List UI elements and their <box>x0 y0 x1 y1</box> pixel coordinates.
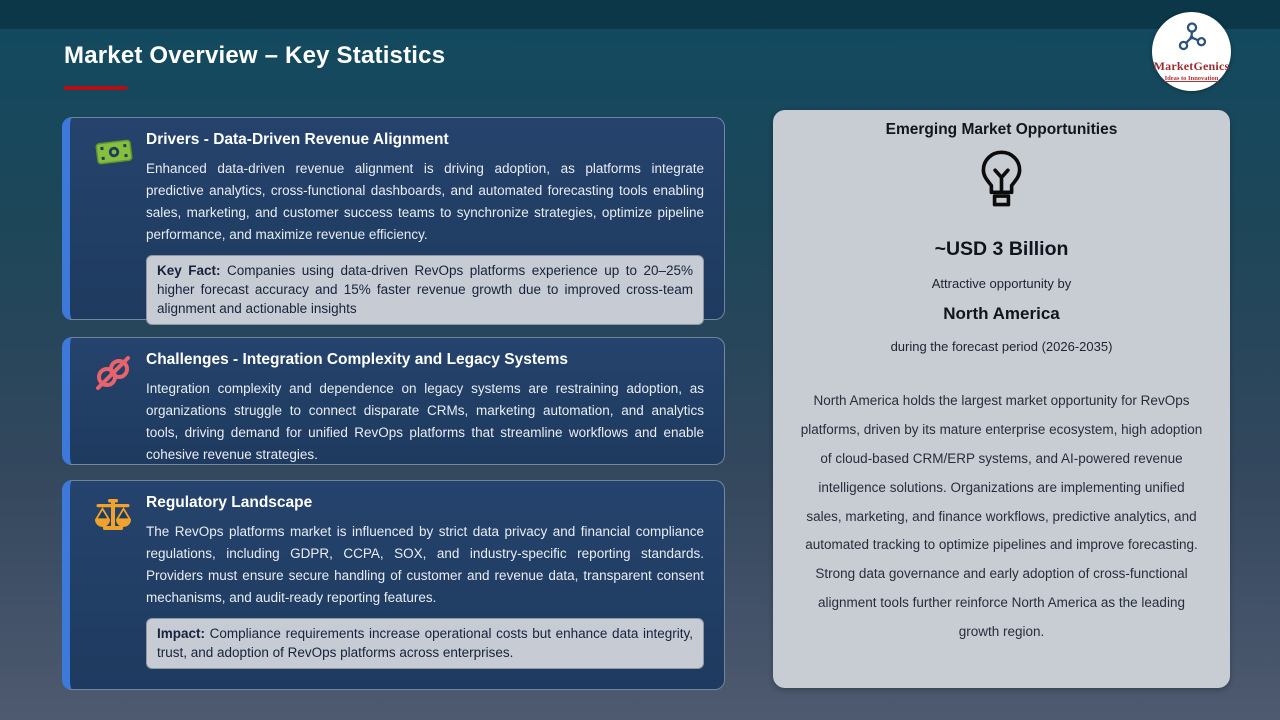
logo-name: MarketGenics <box>1153 59 1230 73</box>
molecule-icon <box>1176 21 1208 58</box>
money-icon <box>94 135 134 174</box>
opportunity-panel <box>773 110 1230 688</box>
page-title: Market Overview – Key Statistics <box>64 42 446 69</box>
card-title: Challenges - Integration Complexity and Legacy Systems <box>146 351 569 368</box>
opportunity-subtitle: Attractive opportunity by <box>931 276 1072 291</box>
card-drivers <box>62 117 725 320</box>
top-bar <box>0 0 1280 29</box>
opportunity-description: North America holds the largest market opportunity for RevOps platforms, driven by its mature enterprise ecosystem, high adoption of cloud-based CRM/ERP systems, and AI-powered revenue intelligence solutions. Organizations are implementing unified sales, marketing, and finance workflows, predictive analytics, and automated tracking to optimize pipelines and improve forecasting. Strong data governance and early adoption of cross-functional alignment tools further reinforce North America as the leading growth region. <box>800 393 1203 639</box>
key-fact-label: Key Fact: <box>157 263 221 278</box>
key-fact-box <box>146 255 704 325</box>
logo-tagline: Ideas to Innovation <box>1164 75 1219 82</box>
card-body: Enhanced data-driven revenue alignment is driving adoption, as platforms integrate predictive analytics, cross-functional dashboards, and automated forecasting tools enabling sales, marketing, and customer success teams to synchronize strategies, optimize pipeline performance, and maximize revenue efficiency. <box>146 161 704 242</box>
key-fact-text: Companies using data-driven RevOps platforms experience up to 20–25% higher forecast accuracy and 15% faster revenue growth due to improved cross-team alignment and actionable insights <box>157 263 693 317</box>
card-title: Regulatory Landscape <box>146 494 313 511</box>
card-body: The RevOps platforms market is influenced by strict data privacy and financial compliance regulations, including GDPR, CCPA, SOX, and industry-specific reporting standards. Providers must ensure secure handling of customer and revenue data, transparent consent mechanisms, and audit-ready reporting features. <box>146 524 704 605</box>
impact-text: Compliance requirements increase operational costs but enhance data integrity, trust, and adoption of RevOps platforms across enterprises. <box>157 626 693 661</box>
title-underline <box>64 86 127 90</box>
impact-box <box>146 618 704 669</box>
scales-icon <box>94 498 132 539</box>
lightbulb-icon <box>799 149 1204 214</box>
unlink-icon <box>94 355 132 396</box>
company-logo <box>1152 12 1231 91</box>
card-body: Integration complexity and dependence on legacy systems are restraining adoption, as organizations struggle to connect disparate CRMs, marketing automation, and analytics tools, driving demand for unified RevOps platforms that streamline workflows and enable cohesive revenue strategies. <box>146 381 704 462</box>
card-title: Drivers - Data-Driven Revenue Alignment <box>146 131 449 148</box>
opportunity-period: during the forecast period (2026-2035) <box>890 339 1113 354</box>
opportunity-region: North America <box>943 304 1060 323</box>
opportunity-value: ~USD 3 Billion <box>934 238 1069 260</box>
card-challenges <box>62 337 725 465</box>
impact-label: Impact: <box>157 626 206 641</box>
panel-title: Emerging Market Opportunities <box>885 121 1118 138</box>
card-regulatory <box>62 480 725 690</box>
